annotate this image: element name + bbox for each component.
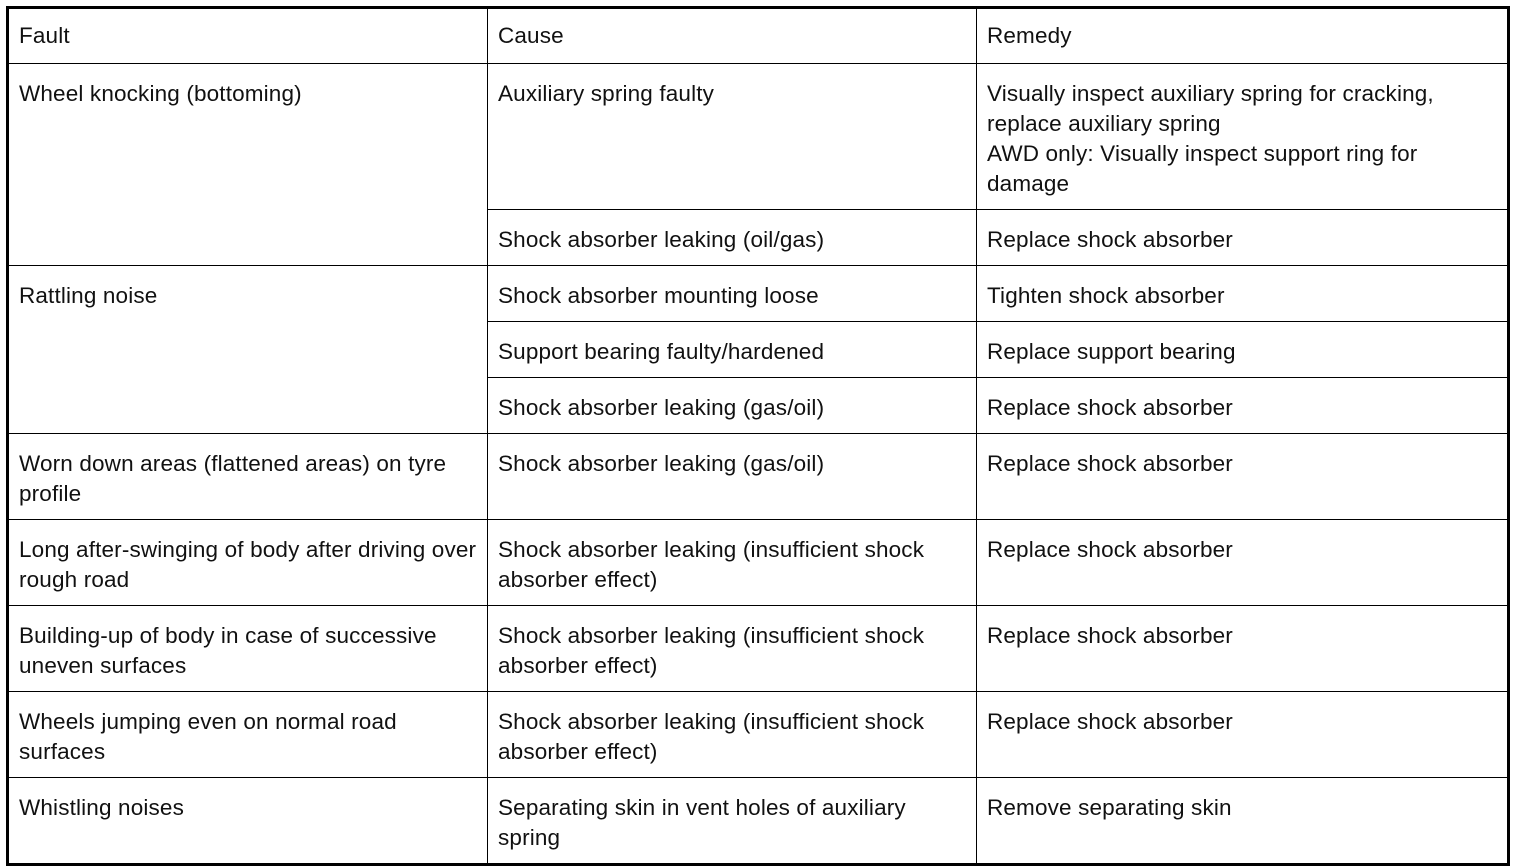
- cause-cell: Shock absorber mounting loose: [488, 266, 977, 322]
- remedy-cell: Remove separating skin: [977, 778, 1509, 865]
- cause-cell: Support bearing faulty/hardened: [488, 322, 977, 378]
- fault-cause-remedy-table: [6, 6, 1510, 866]
- fault-cell: Worn down areas (flattened areas) on tyre profile: [8, 434, 488, 520]
- cause-cell: Shock absorber leaking (insufficient shock absorber effect): [488, 520, 977, 606]
- cause-cell: Separating skin in vent holes of auxiliary spring: [488, 778, 977, 865]
- table-row: [8, 520, 1509, 606]
- fault-cell: Long after-swinging of body after driving over rough road: [8, 520, 488, 606]
- remedy-cell: Tighten shock absorber: [977, 266, 1509, 322]
- header-row: [8, 8, 1509, 64]
- remedy-cell: Replace shock absorber: [977, 520, 1509, 606]
- table-row: [8, 692, 1509, 778]
- cause-cell: Shock absorber leaking (insufficient shock absorber effect): [488, 606, 977, 692]
- cause-cell: Shock absorber leaking (gas/oil): [488, 378, 977, 434]
- remedy-cell: Replace shock absorber: [977, 210, 1509, 266]
- table-row: [8, 606, 1509, 692]
- header-cause: Cause: [488, 8, 977, 64]
- remedy-cell: Replace shock absorber: [977, 378, 1509, 434]
- remedy-cell: Visually inspect auxiliary spring for cracking, replace auxiliary spring AWD only: Visually inspect support ring for damage: [977, 64, 1509, 210]
- table-row: [8, 434, 1509, 520]
- header-remedy: Remedy: [977, 8, 1509, 64]
- fault-cell: Wheel knocking (bottoming): [8, 64, 488, 266]
- fault-cell: Whistling noises: [8, 778, 488, 865]
- remedy-cell: Replace shock absorber: [977, 606, 1509, 692]
- cause-cell: Shock absorber leaking (insufficient shock absorber effect): [488, 692, 977, 778]
- remedy-cell: Replace shock absorber: [977, 692, 1509, 778]
- fault-cell: Building-up of body in case of successive uneven surfaces: [8, 606, 488, 692]
- table-body: [8, 8, 1509, 865]
- table-row: [8, 64, 1509, 210]
- fault-cell: Wheels jumping even on normal road surfaces: [8, 692, 488, 778]
- cause-cell: Shock absorber leaking (oil/gas): [488, 210, 977, 266]
- table-row: [8, 266, 1509, 322]
- cause-cell: Shock absorber leaking (gas/oil): [488, 434, 977, 520]
- remedy-cell: Replace shock absorber: [977, 434, 1509, 520]
- table-row: [8, 778, 1509, 865]
- cause-cell: Auxiliary spring faulty: [488, 64, 977, 210]
- remedy-cell: Replace support bearing: [977, 322, 1509, 378]
- fault-cell: Rattling noise: [8, 266, 488, 434]
- header-fault: Fault: [8, 8, 488, 64]
